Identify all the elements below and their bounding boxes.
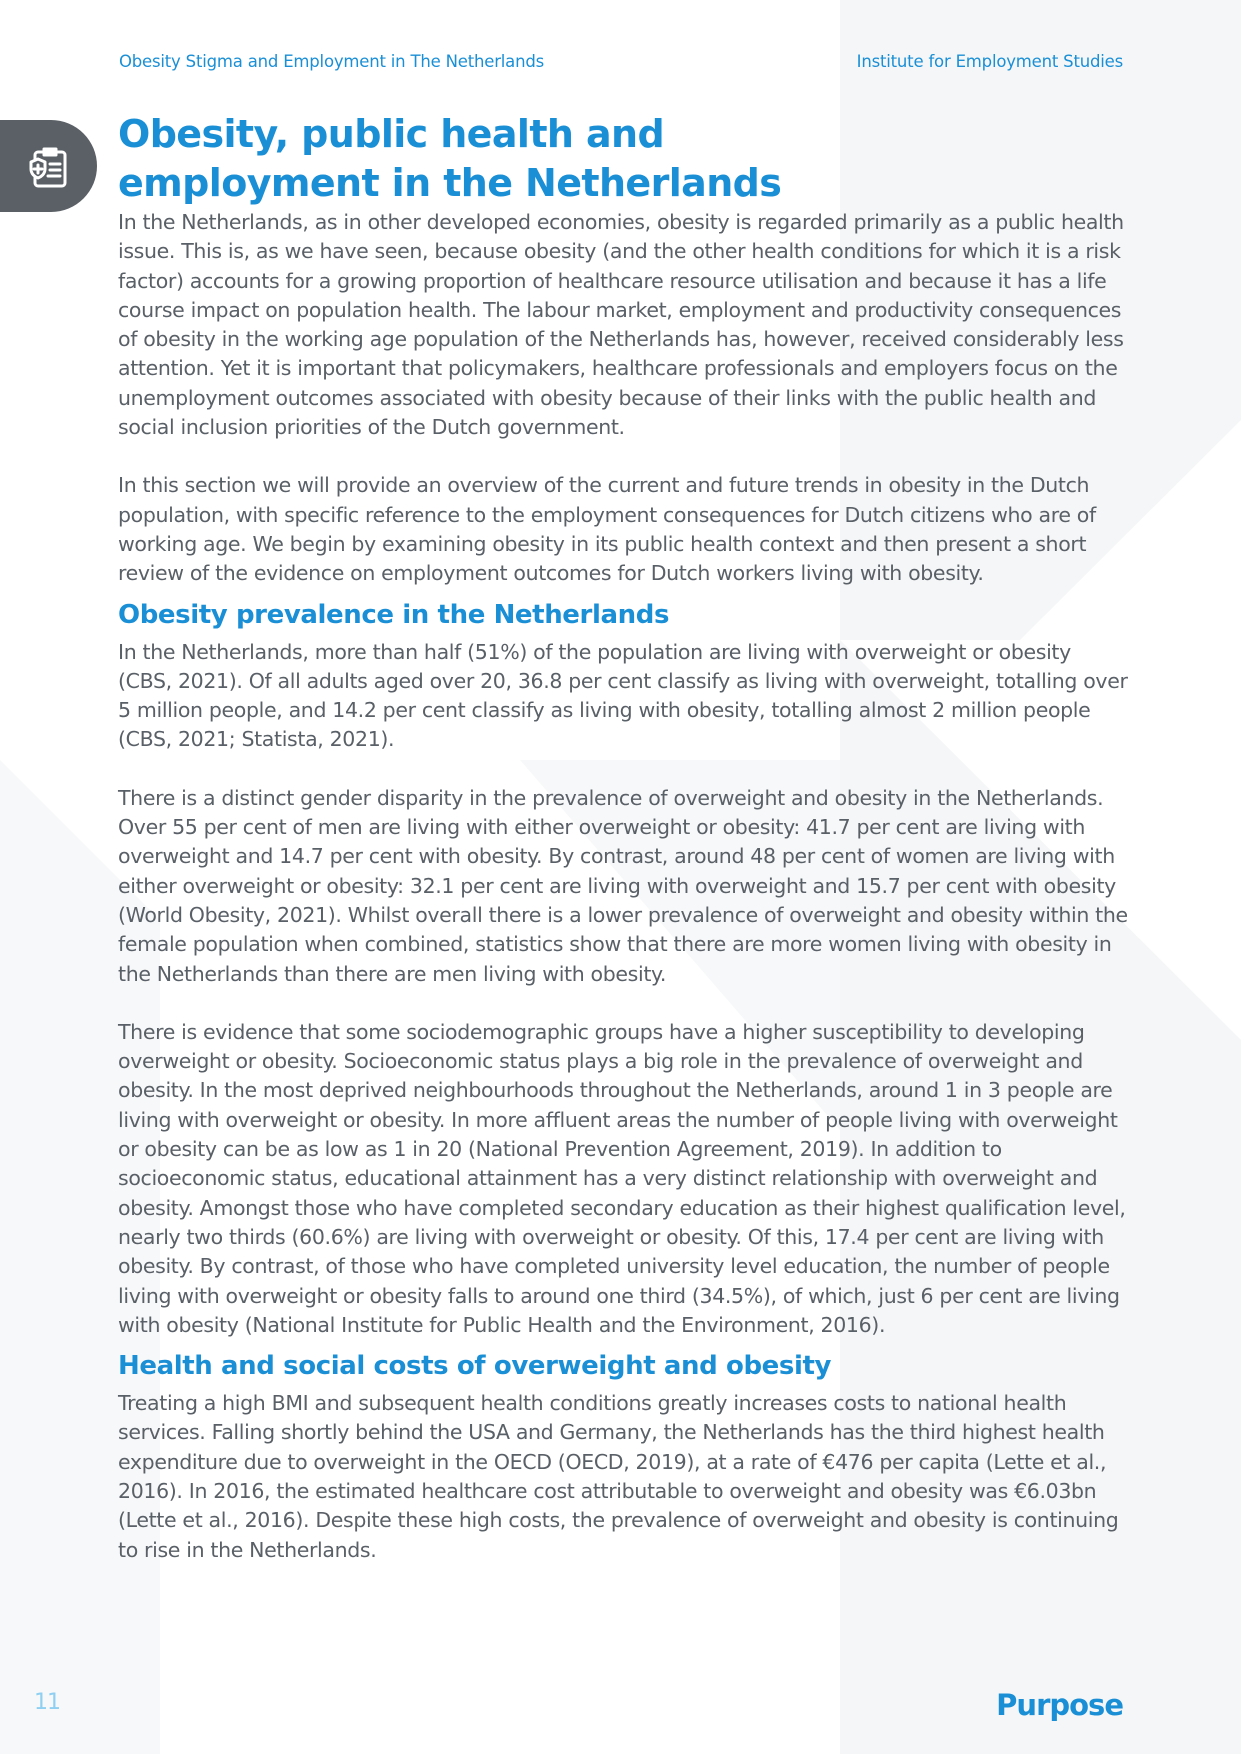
section-heading-costs: Health and social costs of overweight and obesity xyxy=(118,1351,832,1382)
running-header-title: Obesity Stigma and Employment in The Netherlands xyxy=(119,52,544,71)
page-title: Obesity, public health and employment in the Netherlands xyxy=(118,112,782,205)
running-header-organisation: Institute for Employment Studies xyxy=(856,52,1123,71)
health-clipboard-icon xyxy=(26,144,72,190)
intro-paragraph-1: In the Netherlands, as in other developed economies, obesity is regarded primarily as a public health issue. This is, as we have seen, because obesity (and the other health conditions for which it is a risk factor) accounts for a growing proportion of healthcare resource utilisation and because it has a life course impact on population health. The labour market, employment and productivity consequences of obesity in the working age population of the Netherlands has, however, received considerably less attention. Yet it is important that policymakers, healthcare professionals and employers focus on the unemployment outcomes associated with obesity because of their links with the public health and social inclusion priorities of the Dutch government. xyxy=(118,210,1124,440)
prevalence-paragraph-2: There is a distinct gender disparity in the prevalence of overweight and obesity in the Netherlands. Over 55 per cent of men are living with either overweight or obesity: 41.7 per cent are living with overweight and 14.7 per cent with obesity. By contrast, around 48 per cent of women are living with either overweight or obesity: 32.1 per cent are living with overweight and 15.7 per cent with obesity (World Obesity, 2021). Whilst overall there is a lower prevalence of overweight and obesity within the female population when combined, statistics show that there are more women living with obesity in the Netherlands than there are men living with obesity. xyxy=(118,785,1128,986)
section-heading-prevalence: Obesity prevalence in the Netherlands xyxy=(118,599,670,630)
page-number: 11 xyxy=(34,1690,60,1715)
prevalence-paragraph-3: There is evidence that some sociodemographic groups have a higher susceptibility to developing overweight or obesity. Socioeconomic status plays a big role in the prevalence of overweight and obesity. In the most deprived neighbourhoods throughout the Netherlands, around 1 in 3 people are living with overweight or obesity. In more affluent areas the number of people living with overweight or obesity can be as low as 1 in 20 (National Prevention Agreement, 2019). In addition to socioeconomic status, educational attainment has a very distinct relationship with overweight and obesity. Amongst those who have completed secondary education as their highest qualification level, nearly two thirds (60.6%) are living with overweight or obesity. Of this, 17.4 per cent are living with obesity. By contrast, of those who have completed university level education, the number of people living with overweight or obesity falls to around one third (34.5%), of which, just 6 per cent are living with obesity (National Institute for Public Health and the Environment, 2016). xyxy=(118,1019,1126,1337)
main-content xyxy=(118,110,1128,1565)
purpose-logo: Purpose xyxy=(996,1688,1123,1722)
costs-paragraph-1: Treating a high BMI and subsequent health conditions greatly increases costs to national health services. Falling shortly behind the USA and Germany, the Netherlands has the third highest health expenditure due to overweight in the OECD (OECD, 2019), at a rate of €476 per capita (Lette et al., 2016). In 2016, the estimated healthcare cost attributable to overweight and obesity was €6.03bn (Lette et al., 2016). Despite these high costs, the prevalence of overweight and obesity is continuing to rise in the Netherlands. xyxy=(118,1391,1119,1562)
intro-paragraph-2: In this section we will provide an overview of the current and future trends in obesity in the Dutch population, with specific reference to the employment consequences for Dutch citizens who are of working age. We begin by examining obesity in its public health context and then present a short review of the evidence on employment outcomes for Dutch workers living with obesity. xyxy=(118,473,1096,586)
prevalence-paragraph-1: In the Netherlands, more than half (51%) of the population are living with overweight or obesity (CBS, 2021). Of all adults aged over 20, 36.8 per cent classify as living with overweight, totalling over 5 million people, and 14.2 per cent classify as living with obesity, totalling almost 2 million people (CBS, 2021; Statista, 2021). xyxy=(118,639,1128,752)
section-tab xyxy=(0,120,97,212)
